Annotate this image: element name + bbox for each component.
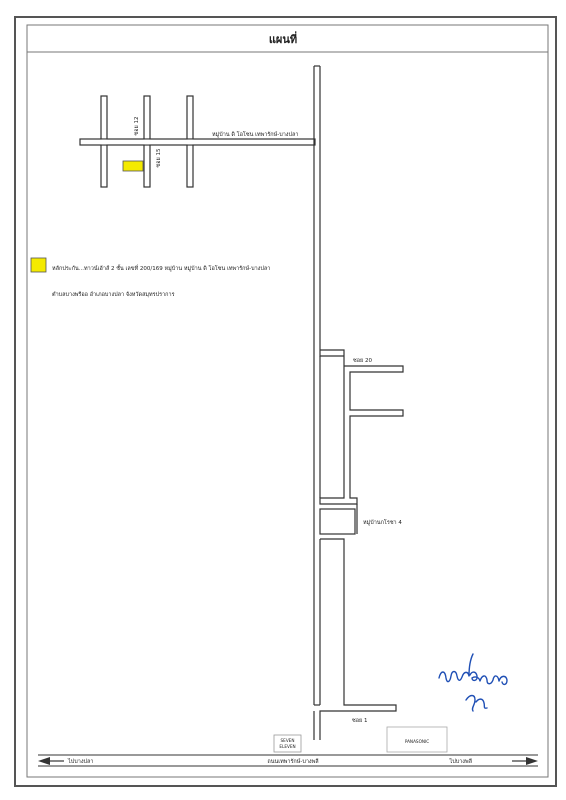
village-mid-label: หมู่บ้านกโรชา 4 [363,520,402,526]
landmark-panasonic [387,727,447,752]
highway-name-label: ถนนเทพารักษ์-บางพลี [267,759,319,765]
main-road-network [314,66,403,740]
legend [31,258,270,298]
lower-road [320,539,396,740]
handwritten-signature [439,654,507,711]
soi-12-label: ซอย 12 [134,116,140,136]
signature-stroke-2 [466,696,487,712]
soi-grid [80,96,315,187]
road-junction-fill [145,140,150,145]
road-grid-horizontal-top [80,139,315,145]
shop-label-1: SEVEN [280,738,295,743]
road-junction-fill [102,140,107,145]
shop-label-2: ELEVEN [279,744,296,749]
property-marker [123,161,143,171]
soi-20-label: ซอย 20 [353,358,373,364]
arrow-right-icon [526,757,538,765]
village-top-label: หมู่บ้าน ดิ โอโซน เทพารักษ์-บางปลา [212,132,299,138]
soi-20-road [320,350,403,504]
landmark-seven-eleven [274,735,301,752]
direction-right-label: ไปบางพลี [449,759,472,765]
signature-stroke-1 [439,654,507,684]
legend-line-2: ตำบลบางพรีออ อำเภอบางปลา จังหวัดสมุทรปราการ [52,292,175,298]
soi-1-label: ซอย 1 [352,718,368,724]
soi-15-label: ซอย 15 [156,148,162,168]
road-junction-fill [188,140,193,145]
direction-left-label: ไปบางปลา [68,759,94,765]
legend-swatch [31,258,46,272]
arrow-left-icon [38,757,50,765]
factory-label: PANASONIC [404,739,430,744]
village-block [320,509,355,534]
bottom-highway [38,755,538,766]
map-title: แผนที่ [268,33,298,46]
legend-line-1: หลักประกัน...ทาวน์เฮ้าส์ 2 ชั้น เลขที่ 200/169 หมู่บ้าน หมู่บ้าน ดิ โอโซน เทพารักษ์-บางปลา [52,266,271,272]
